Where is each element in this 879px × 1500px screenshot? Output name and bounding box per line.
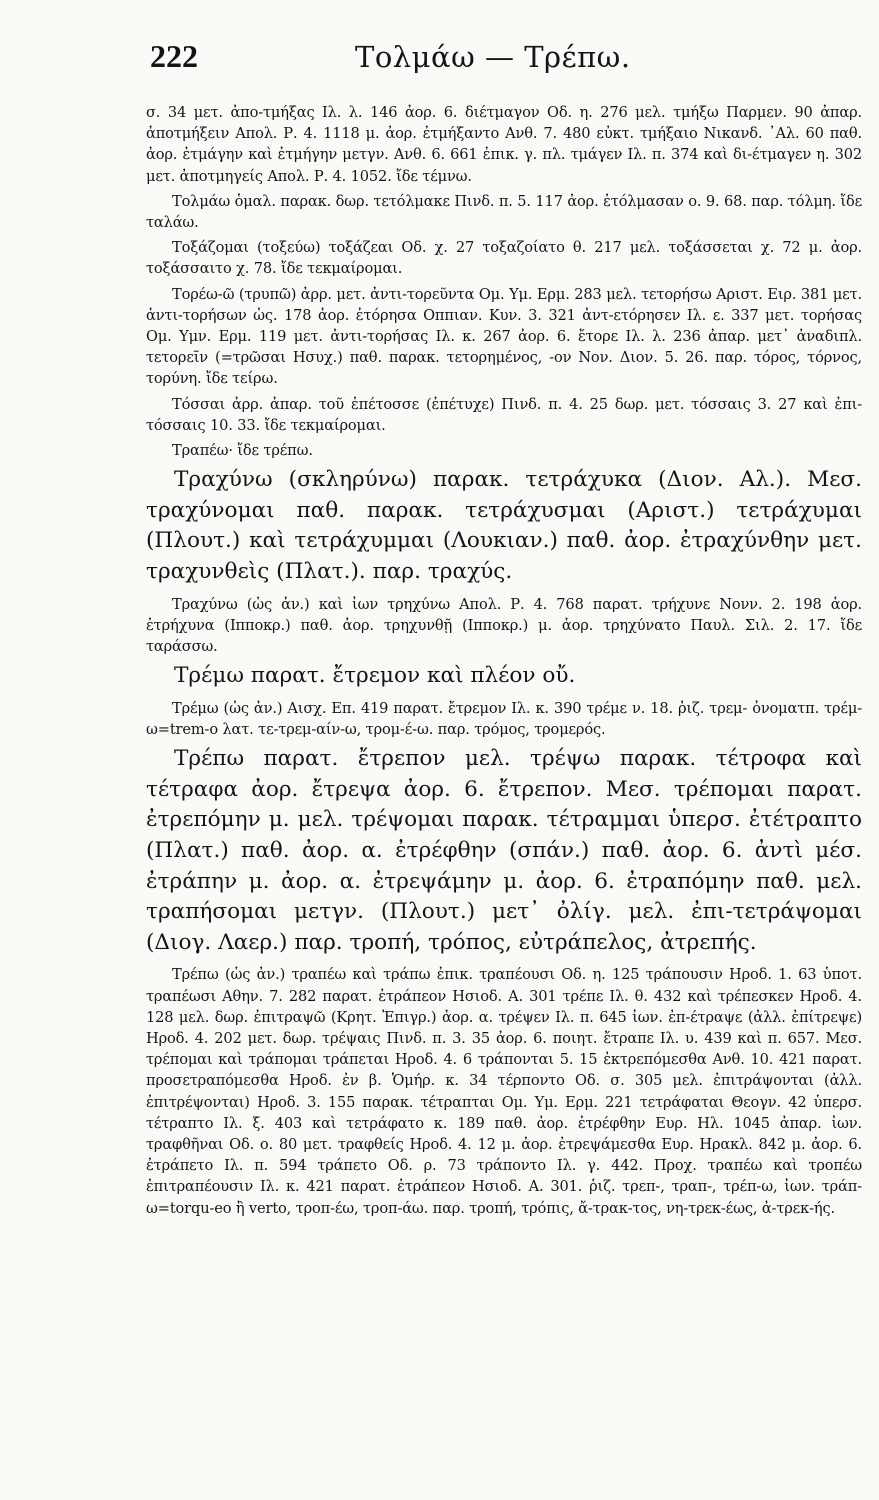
page-number: 222 [150,38,198,74]
entry-trachyno-detail: Τραχύνω (ὡς ἀν.) καὶ ἰων τρηχύνω Απολ. Ρ. 4. 768 παρατ. τρήχυνε Νονν. 2. 198 ἀορ. ἐτρήχυνα (Ιπποκρ.) παθ. ἀορ. τρηχυνθῇ (Ιπποκρ.) μ. ἀορ. τρηχύνατο Παυλ. Σιλ. 2. 17. ἴδε ταράσσω. [146,595,862,656]
running-title: Τολμάω — Τρέπω. [355,40,631,74]
entry-trepo-main: Τρέπω παρατ. ἔτρεπον μελ. τρέψω παρακ. τέτροφα καὶ τέτραφα ἀορ. ἔτρεψα ἀορ. 6. ἔτρεπον. Μεσ. τρέπομαι παρατ. ἐτρεπόμην μ. μελ. τρέψομαι παρακ. τέτραμμαι ὑπερσ. ἐτέτραπτο (Πλατ.) παθ. ἀορ. α. ἐτρέφθην (σπάν.) παθ. ἀορ. 6. ἀντὶ μέσ. ἐτράπην μ. ἀορ. α. ἐτρεψάμην μ. ἀορ. 6. ἐτραπόμην παθ. μελ. τραπήσομαι μετγν. (Πλουτ.) μετ᾽ ὀλίγ. μελ. ἐπι-τετράψομαι (Διογ. Λαερ.) παρ. τροπή, τρόπος, εὐτράπελος, ἀτρεπής. [146,746,862,955]
entry-trepo-detail: Τρέπω (ὡς ἀν.) τραπέω καὶ τράπω ἐπικ. τραπέουσι Οδ. η. 125 τράπουσιν Ηροδ. 1. 63 ὑποτ. τραπέωσι Αθην. 7. 282 παρατ. ἐτράπεον Ησιοδ. Α. 301 τρέπε Ιλ. θ. 432 καὶ τρέπεσκεν Ηροδ. 4. 128 μελ. δωρ. ἐπιτραψῶ (Κρητ. Ἐπιγρ.) ἀορ. α. τρέψεν Ιλ. π. 645 ἰων. ἐπ-έτραψε (ἀλλ. ἐπίτρεψε) Ηροδ. 4. 202 μετ. δωρ. τρέψαις Πινδ. π. 3. 35 ἀορ. 6. ποιητ. ἔτραπε Ιλ. υ. 439 καὶ π. 657. Μεσ. τρέπομαι καὶ τράπομαι τράπεται Ηροδ. 4. 6 τράπονται 5. 15 ἐκτρεπόμεσθα Ανθ. 10. 421 παρατ. προσετραπόμεσθα Ηροδ. ἐν β. Ὁμήρ. κ. 34 τέρποντο Οδ. σ. 305 μελ. ἐπιτράψονται (ἀλλ. ἐπιτρέψονται) Ηροδ. 3. 155 παρακ. τέτραπται Ομ. Υμ. Ερμ. 221 τετράφαται Θεογν. 42 ὑπερσ. τέτραπτο Ιλ. ξ. 403 καὶ τετράφατο κ. 189 παθ. ἀορ. ἐτρέφθην Ευρ. Ηλ. 1045 ἀπαρ. ἰων. τραφθῆναι Οδ. ο. 80 μετ. τραφθείς Ηροδ. 4. 12 μ. ἀορ. ἐτρεψάμεσθα Ευρ. Ηρακλ. 842 μ. ἀορ. 6. ἐτράπετο Ιλ. π. 594 τράπετο Οδ. ρ. 73 τράποντο Ιλ. γ. 442. Προχ. τραπέω καὶ τροπέω ἐπιτραπέουσιν Ιλ. κ. 421 παρατ. ἐτράπεον Ησιοδ. Α. 301. ῥιζ. τρεπ-, τραπ-, τρέπ-ω, ἰων. τράπ-ω=torqu-eo ἢ verto, τροπ-έω, τροπ-άω. παρ. τροπή, τρόπις, ἄ-τρακ-τος, νη-τρεκ-έως, ἀ-τρεκ-ής. [146,966,862,1217]
entry-toreo: Τορέω-ῶ (τρυπῶ) ἀρρ. μετ. ἀντι-τορεῦντα Ομ. Υμ. Ερμ. 283 μελ. τετορήσω Αριστ. Ειρ. 381 μετ. ἀντι-τορήσων ὡς. 178 ἀορ. ἐτόρησα Οππιαν. Κυν. 3. 321 ἀντ-ετόρησεν Ιλ. ε. 337 μετ. τορήσας Ομ. Υμν. Ερμ. 119 μετ. ἀντι-τορήσας Ιλ. κ. 267 ἀορ. 6. ἔτορε Ιλ. λ. 236 ἀπαρ. μετ᾽ ἀναδιπλ. τετορεῖν (=τρῶσαι Ησυχ.) παθ. παρακ. τετορημένος, -ον Νον. Διον. 5. 26. παρ. τόρος, τόρνος, τορύνη. ἴδε τείρω. [146,285,862,388]
entry-continuation-temno: σ. 34 μετ. ἀπο-τμήξας Ιλ. λ. 146 ἀορ. 6. διέτμαγον Οδ. η. 276 μελ. τμήξω Παρμεν. 90 ἀπαρ. ἀποτμήξειν Απολ. Ρ. 4. 1118 μ. ἀορ. ἐτμήξαντο Ανθ. 7. 480 εὐκτ. τμήξαιο Νικανδ. ᾽Αλ. 60 παθ. ἀορ. ἐτμάγην καὶ ἐτμήγην μετγν. Ανθ. 6. 661 ἐπικ. γ. πλ. τμάγεν Ιλ. π. 374 καὶ δι-έτμαγεν η. 302 μετ. ἀποτμηγείς Απολ. Ρ. 4. 1052. ἴδε τέμνω. [146,104,862,185]
entry-tolmao: Τολμάω ὁμαλ. παρακ. δωρ. τετόλμακε Πινδ. π. 5. 117 ἀορ. ἐτόλμασαν ο. 9. 68. παρ. τόλμη. ἴδε ταλάω. [146,192,862,232]
entry-trachyno-main: Τραχύνω (σκληρύνω) παρακ. τετράχυκα (Διον. Αλ.). Μεσ. τραχύνομαι παθ. παρακ. τετράχυσμαι (Αριστ.) τετράχυμαι (Πλουτ.) καὶ τετράχυμμαι (Λουκιαν.) παθ. ἀορ. ἐτραχύνθην μετ. τραχυνθεὶς (Πλατ.). παρ. τραχύς. [146,467,862,585]
entry-tremo-detail: Τρέμω (ὡς ἀν.) Αισχ. Επ. 419 παρατ. ἔτρεμον Ιλ. κ. 390 τρέμε ν. 18. ῥιζ. τρεμ- ὀνοματπ. τρέμ-ω=trem-o λατ. τε-τρεμ-αίν-ω, τρομ-έ-ω. παρ. τρόμος, τρομερός. [146,699,862,739]
text-block [146,102,862,1223]
entry-trapeo: Τραπέω· ἴδε τρέπω. [172,442,313,460]
entry-tremo-main: Τρέμω παρατ. ἔτρεμον καὶ πλέον οὔ. [174,663,576,689]
entry-tossai: Τόσσαι ἀρρ. ἀπαρ. τοῦ ἐπέτοσσε (ἐπέτυχε) Πινδ. π. 4. 25 δωρ. μετ. τόσσαις 3. 27 καὶ ἐπι-τόσσαις 10. 33. ἴδε τεκμαίρομαι. [146,395,862,434]
page-header [150,38,850,88]
entry-toxazomai: Τοξάζομαι (τοξεύω) τοξάζεαι Οδ. χ. 27 τοξαζοίατο θ. 217 μελ. τοξάσσεται χ. 72 μ. ἀορ. τοξάσσαιτο χ. 78. ἴδε τεκμαίρομαι. [146,239,862,278]
